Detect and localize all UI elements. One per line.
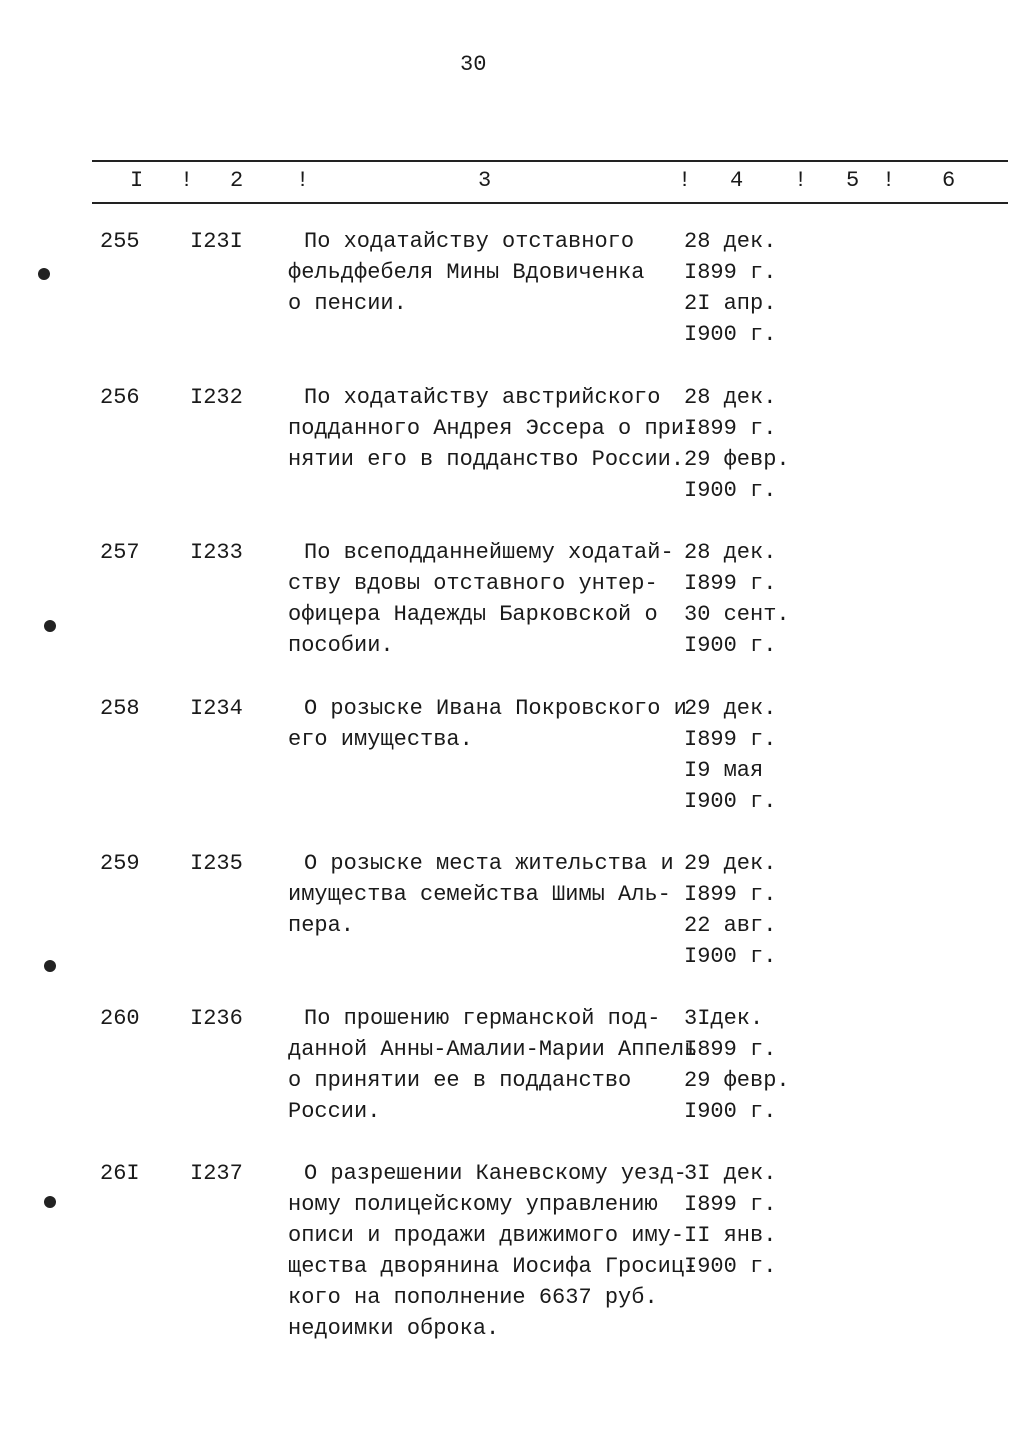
title-line: ному полицейскому управлению	[288, 1192, 658, 1217]
date-line: 29 февр.	[684, 447, 790, 472]
header-col-3: 3	[478, 168, 492, 193]
date-line: I9 мая	[684, 758, 764, 783]
title-line: данной Анны-Амалии-Марии Аппель	[288, 1037, 698, 1062]
date-line: I899 г.	[684, 727, 777, 752]
date-line: I900 г.	[684, 789, 777, 814]
entry-number: 26I	[100, 1161, 140, 1186]
date-line: 28 дек.	[684, 229, 777, 254]
date-line: 3Iдек.	[684, 1006, 764, 1031]
date-line: 29 дек.	[684, 696, 777, 721]
title-line: нятии его в подданство России.	[288, 447, 685, 472]
title-line: имущества семейства Шимы Аль-	[288, 882, 671, 907]
case-number: I234	[190, 696, 243, 721]
title-line: его имущества.	[288, 727, 473, 752]
case-number: I235	[190, 851, 243, 876]
date-line: I900 г.	[684, 633, 777, 658]
date-line: I899 г.	[684, 882, 777, 907]
entry-number: 255	[100, 229, 140, 254]
punch-hole-mark	[44, 1196, 56, 1208]
page-number: 30	[460, 52, 487, 77]
case-number: I237	[190, 1161, 243, 1186]
date-line: I899 г.	[684, 1192, 777, 1217]
header-col-5: 5	[846, 168, 860, 193]
case-title	[288, 537, 688, 661]
date-line: 22 авг.	[684, 913, 777, 938]
case-dates	[684, 693, 794, 817]
title-line: ству вдовы отставного унтер-	[288, 571, 658, 596]
case-dates	[684, 226, 794, 350]
case-number: I236	[190, 1006, 243, 1031]
date-line: I900 г.	[684, 944, 777, 969]
table-header-top-rule	[92, 160, 1008, 162]
title-line: По прошению германской под-	[304, 1006, 661, 1031]
title-line: кого на пополнение 6637 руб.	[288, 1285, 658, 1310]
date-line: I900 г.	[684, 1099, 777, 1124]
date-line: 2I апр.	[684, 291, 777, 316]
date-line: 3I дек.	[684, 1161, 777, 1186]
case-number: I232	[190, 385, 243, 410]
case-title	[288, 1158, 698, 1344]
punch-hole-mark	[38, 268, 50, 280]
entry-number: 257	[100, 540, 140, 565]
case-dates	[684, 848, 794, 972]
case-number: I23I	[190, 229, 243, 254]
header-col-1: I	[130, 168, 144, 193]
date-line: 28 дек.	[684, 385, 777, 410]
case-title	[288, 382, 698, 475]
case-title	[288, 226, 688, 319]
date-line: I899 г.	[684, 416, 777, 441]
header-separator: !	[296, 168, 310, 193]
title-line: о принятии ее в подданство	[288, 1068, 632, 1093]
date-line: 29 февр.	[684, 1068, 790, 1093]
header-col-6: 6	[942, 168, 956, 193]
title-line: России.	[288, 1099, 381, 1124]
case-dates	[684, 382, 794, 506]
entry-number: 258	[100, 696, 140, 721]
case-dates	[684, 1003, 794, 1127]
title-line: щества дворянина Иосифа Гросиц-	[288, 1254, 698, 1279]
header-separator: !	[882, 168, 896, 193]
title-line: По ходатайству австрийского	[304, 385, 661, 410]
date-line: I900 г.	[684, 322, 777, 347]
date-line: 28 дек.	[684, 540, 777, 565]
header-col-4: 4	[730, 168, 744, 193]
title-line: о пенсии.	[288, 291, 407, 316]
title-line: фельдфебеля Мины Вдовиченка	[288, 260, 645, 285]
header-separator: !	[678, 168, 692, 193]
header-separator: !	[794, 168, 808, 193]
punch-hole-mark	[44, 620, 56, 632]
date-line: 30 сент.	[684, 602, 790, 627]
title-line: О розыске места жительства и	[304, 851, 674, 876]
case-title	[288, 693, 688, 755]
title-line: описи и продажи движимого иму-	[288, 1223, 685, 1248]
case-title	[288, 848, 688, 941]
entry-number: 260	[100, 1006, 140, 1031]
header-separator: !	[180, 168, 194, 193]
table-header-bottom-rule	[92, 202, 1008, 204]
entry-number: 256	[100, 385, 140, 410]
case-title	[288, 1003, 698, 1127]
title-line: офицера Надежды Барковской о	[288, 602, 658, 627]
date-line: I899 г.	[684, 571, 777, 596]
title-line: пособии.	[288, 633, 394, 658]
date-line: II янв.	[684, 1223, 777, 1248]
title-line: По всеподданнейшему ходатай-	[304, 540, 674, 565]
header-col-2: 2	[230, 168, 244, 193]
title-line: О разрешении Каневскому уезд-	[304, 1161, 687, 1186]
title-line: подданного Андрея Эссера о при-	[288, 416, 698, 441]
case-number: I233	[190, 540, 243, 565]
punch-hole-mark	[44, 960, 56, 972]
title-line: О розыске Ивана Покровского и	[304, 696, 687, 721]
title-line: пера.	[288, 913, 355, 938]
entry-number: 259	[100, 851, 140, 876]
date-line: I900 г.	[684, 478, 777, 503]
title-line: недоимки оброка.	[288, 1316, 500, 1341]
date-line: 29 дек.	[684, 851, 777, 876]
case-dates	[684, 1158, 794, 1282]
date-line: I900 г.	[684, 1254, 777, 1279]
date-line: I899 г.	[684, 1037, 777, 1062]
title-line: По ходатайству отставного	[304, 229, 635, 254]
case-dates	[684, 537, 794, 661]
date-line: I899 г.	[684, 260, 777, 285]
